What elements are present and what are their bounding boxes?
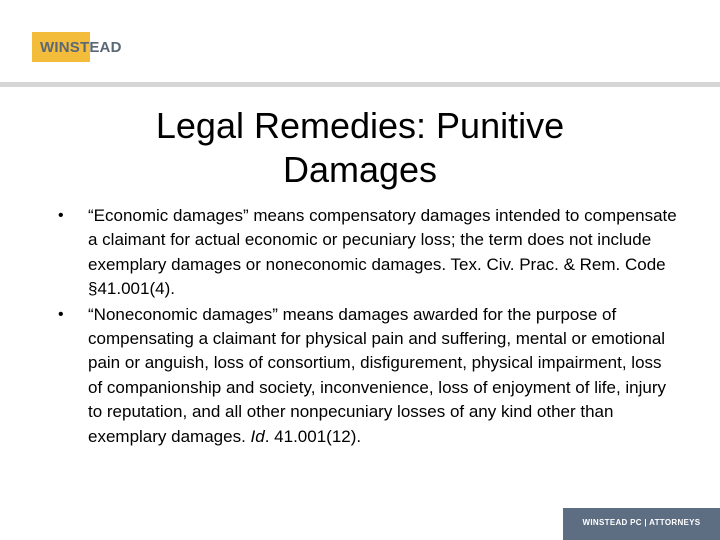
footer-text: WINSTEAD PC | ATTORNEYS <box>582 518 701 527</box>
header-divider <box>0 82 720 87</box>
bullet-item-economic-damages <box>58 204 678 302</box>
slide-title <box>60 104 660 192</box>
bullet-mark: • <box>58 207 64 224</box>
bullet-text: “Noneconomic damages” means damages awarded for the purpose of compensating a claimant for physical pain and suffering, mental or emotional pain or anguish, loss of consortium, disfigurement, physical impairment, loss of companionship and society, inconvenience, loss of enjoyment of life, injury to reputation, and all other nonpecuniary losses of any kind other than exemplary damages. Id. 41.001(12). <box>88 304 667 446</box>
bullet-text: “Economic damages” means compensatory damages intended to compensate a claimant for actual economic or pecuniary loss; the term does not include exemplary damages or noneconomic damages. Tex. Civ. Prac. & Rem. Code §41.001(4). <box>88 206 677 299</box>
bullet-list <box>58 204 678 450</box>
logo-text: WINSTEAD <box>40 39 122 56</box>
bullet-item-noneconomic-damages <box>58 303 678 449</box>
slide-title-line-1: Legal Remedies: Punitive <box>155 105 565 146</box>
bullet-mark: • <box>58 305 64 323</box>
slide-title-line-2: Damages <box>282 149 438 190</box>
winstead-logo <box>32 32 140 62</box>
footer-bar <box>563 508 720 540</box>
